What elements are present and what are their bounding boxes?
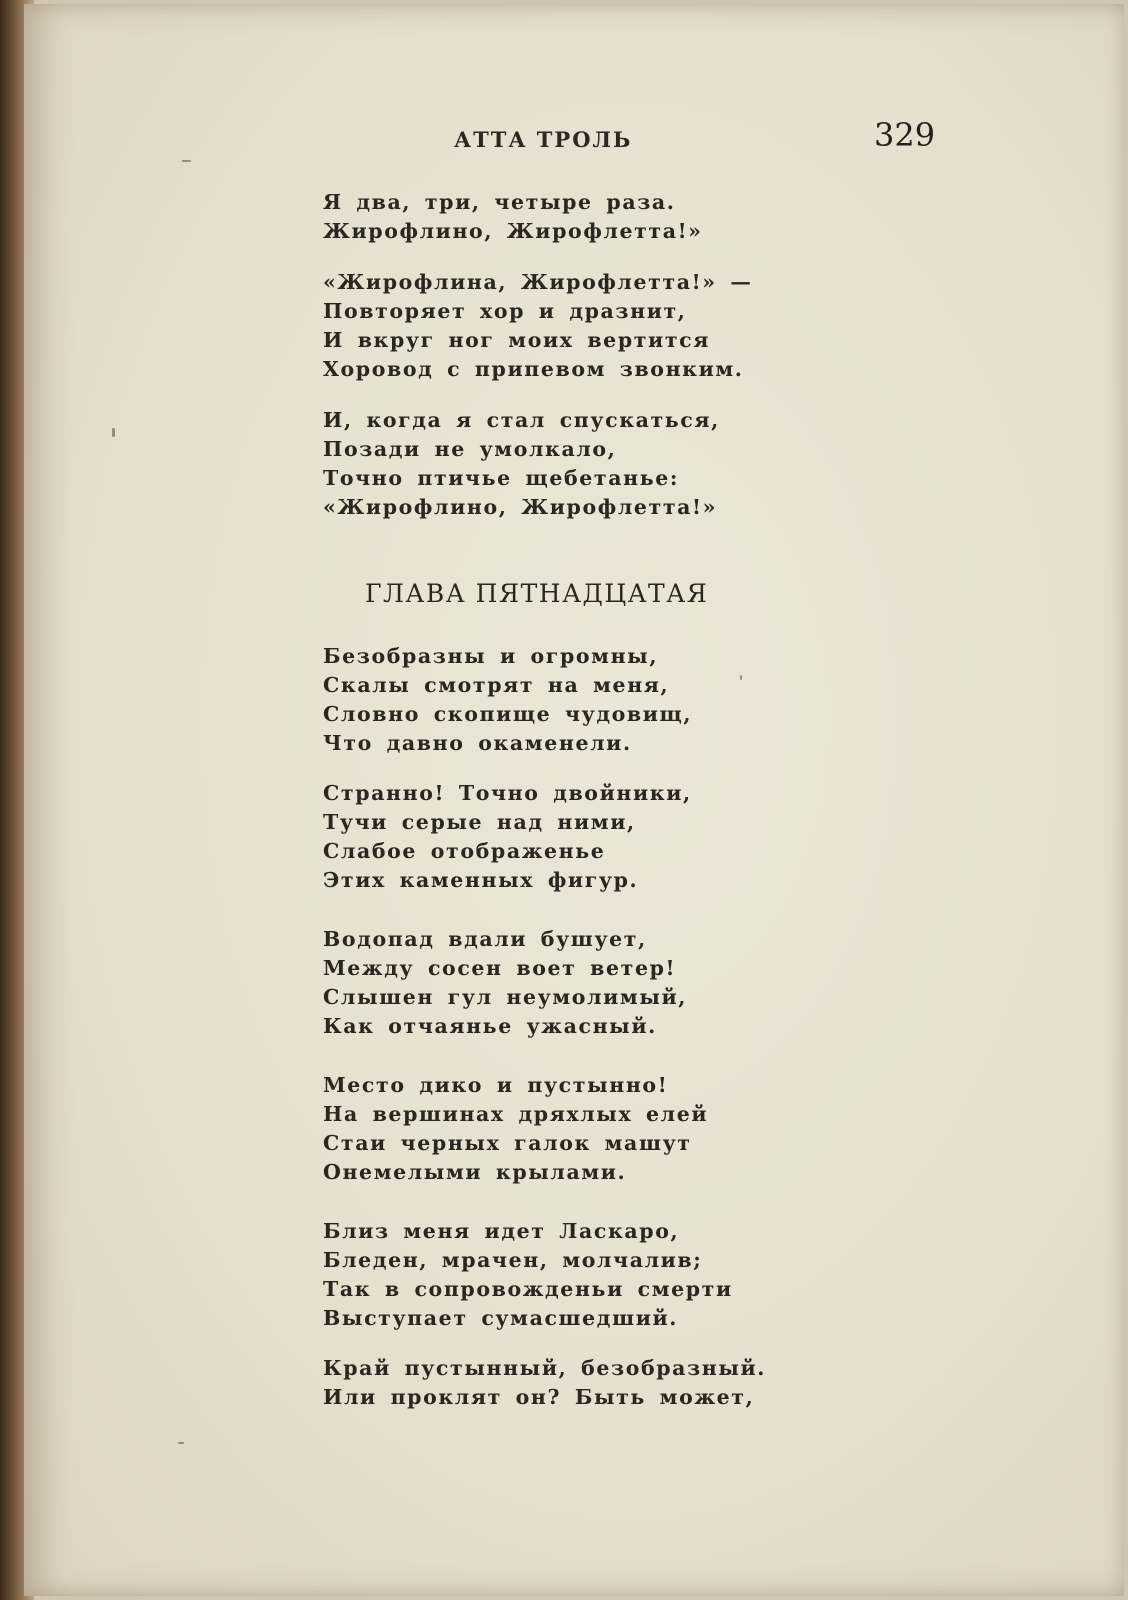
verse-line: Край пустынный, безобразный. (323, 1356, 767, 1380)
verse-line: И, когда я стал спускаться, (323, 408, 720, 432)
verse-line: Слабое отображенье (323, 839, 606, 863)
verse-line: Безобразны и огромны, (323, 644, 659, 668)
verse-line: Позади не умолкало, (323, 437, 617, 461)
verse-line: Бледен, мрачен, молчалив; (323, 1248, 703, 1272)
stanza (323, 1071, 843, 1187)
verse-line: Выступает сумасшедший. (323, 1306, 679, 1330)
verse-line: Хоровод с припевом звонким. (323, 357, 744, 381)
stanza (323, 1354, 843, 1412)
verse-line: «Жирофлино, Жирофлетта!» (323, 495, 718, 519)
verse-line: Я два, три, четыре раза. (323, 190, 676, 214)
stanza (323, 406, 843, 522)
verse-line: Так в сопровожденьи смерти (323, 1277, 733, 1301)
verse-line: Точно птичье щебетанье: (323, 466, 680, 490)
verse-line: Что давно окаменели. (323, 731, 632, 755)
paper-speck (182, 160, 191, 162)
stanza (323, 1217, 843, 1333)
verse-line: Место дико и пустынно! (323, 1073, 669, 1097)
verse-line: Водопад вдали бушует, (323, 927, 647, 951)
verse-line: Стаи черных галок машут (323, 1131, 692, 1155)
verse-line: Жирофлино, Жирофлетта!» (323, 219, 703, 243)
stanza (323, 642, 843, 758)
verse-line: Словно скопище чудовищ, (323, 702, 693, 726)
verse-line: Повторяет хор и дразнит, (323, 299, 687, 323)
verse-line: «Жирофлина, Жирофлетта!» — (323, 270, 753, 294)
verse-line: На вершинах дряхлых елей (323, 1102, 709, 1126)
running-head: АТТА ТРОЛЬ (454, 127, 633, 152)
verse-line: И вкруг ног моих вертится (323, 328, 710, 352)
verse-line: Скалы смотрят на меня, (323, 673, 670, 697)
verse-line: Или проклят он? Быть может, (323, 1385, 755, 1409)
chapter-title: ГЛАВА ПЯТНАДЦАТАЯ (365, 579, 709, 608)
verse-line: Онемелыми крылами. (323, 1160, 627, 1184)
verse-line: Как отчаянье ужасный. (323, 1014, 657, 1038)
stanza (323, 268, 843, 384)
stanza (323, 188, 843, 246)
stanza (323, 925, 843, 1041)
paper-speck (740, 675, 742, 680)
paper-speck (112, 428, 115, 437)
verse-line: Этих каменных фигур. (323, 868, 639, 892)
verse-line: Тучи серые над ними, (323, 810, 636, 834)
verse-line: Слышен гул неумолимый, (323, 985, 688, 1009)
stanza (323, 779, 843, 895)
verse-line: Близ меня идет Ласкаро, (323, 1219, 680, 1243)
verse-line: Между сосен воет ветер! (323, 956, 677, 980)
paper-speck (178, 1442, 184, 1444)
verse-line: Странно! Точно двойники, (323, 781, 692, 805)
page-number: 329 (874, 116, 936, 154)
